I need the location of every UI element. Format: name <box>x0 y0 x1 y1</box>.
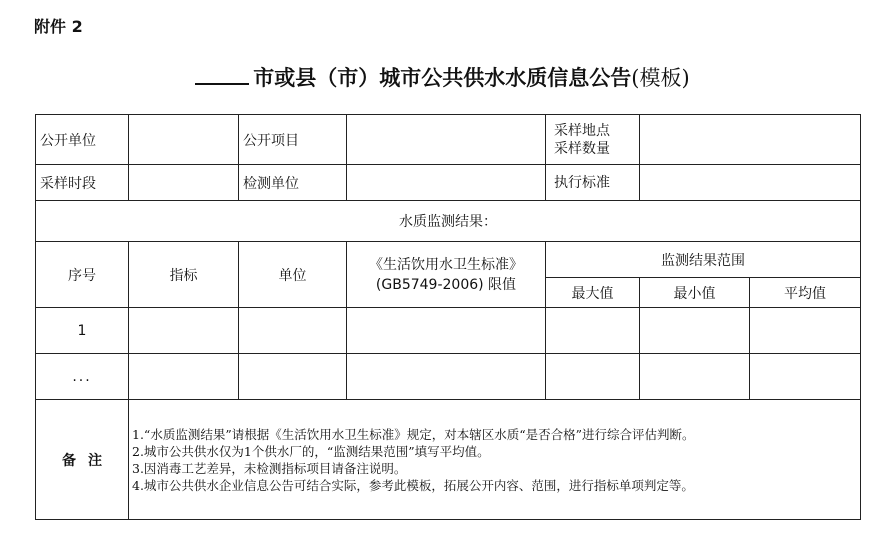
col-indicator-header: 指标 <box>129 242 239 308</box>
col-standard-line2: (GB5749-2006) 限值 <box>375 276 517 293</box>
row-unit-field[interactable] <box>239 308 347 354</box>
row-indicator-field[interactable] <box>129 354 239 400</box>
remarks-row <box>36 400 861 520</box>
form-row-sampling <box>36 165 861 201</box>
row-max-field[interactable] <box>546 308 640 354</box>
col-avg-header: 平均值 <box>750 278 861 308</box>
col-standard-line1: 《生活饮用水卫生标准》 <box>369 256 523 273</box>
column-header-row-1 <box>36 242 861 278</box>
remark-note-1: 1.“水质监测结果”请根据《生活饮用水卫生标准》规定，对本辖区水质“是否合格”进行综合评估判断。 <box>132 426 695 442</box>
remark-note-2: 2.城市公共供水仅为1个供水厂的，“监测结果范围”填写平均值。 <box>132 443 490 459</box>
results-heading-row <box>36 201 861 242</box>
disclosure-unit-field[interactable] <box>129 115 239 165</box>
row-serial: 1 <box>36 308 129 354</box>
sampling-period-field[interactable] <box>129 165 239 201</box>
testing-unit-field[interactable] <box>347 165 546 201</box>
standard-field[interactable] <box>640 165 861 201</box>
remark-note-4: 4.城市公共供水企业信息公告可结合实际，参考此模板，拓展公开内容、范围，进行指标单项判定等。 <box>132 477 694 493</box>
row-serial-ellipsis: ... <box>36 354 129 400</box>
col-min-header: 最小值 <box>640 278 750 308</box>
sampling-site-label: 采样地点 <box>554 122 610 139</box>
row-min-field[interactable] <box>640 308 750 354</box>
attachment-label: 附件 2 <box>34 17 83 36</box>
remark-note-3: 3.因消毒工艺差异，未检测指标项目请备注说明。 <box>132 460 407 476</box>
row-avg-field[interactable] <box>750 308 861 354</box>
testing-unit-label: 检测单位 <box>239 165 347 201</box>
row-standard-field[interactable] <box>347 308 546 354</box>
col-max-header: 最大值 <box>546 278 640 308</box>
row-standard-field[interactable] <box>347 354 546 400</box>
sampling-period-label: 采样时段 <box>36 165 129 201</box>
col-serial-header: 序号 <box>36 242 129 308</box>
table-row <box>36 354 861 400</box>
row-min-field[interactable] <box>640 354 750 400</box>
page-title <box>0 62 885 92</box>
col-unit-header: 单位 <box>239 242 347 308</box>
disclosure-item-label: 公开项目 <box>239 115 347 165</box>
row-max-field[interactable] <box>546 354 640 400</box>
row-unit-field[interactable] <box>239 354 347 400</box>
standard-label: 执行标准 <box>546 165 640 201</box>
table-row <box>36 308 861 354</box>
col-standard-header <box>347 242 546 308</box>
disclosure-unit-label: 公开单位 <box>36 115 129 165</box>
remarks-notes <box>129 400 861 520</box>
col-range-header: 监测结果范围 <box>546 242 861 278</box>
title-main: 市或县（市）城市公共供水水质信息公告 <box>253 65 632 90</box>
sampling-count-label: 采样数量 <box>554 140 610 157</box>
title-blank-line[interactable] <box>195 82 249 85</box>
disclosure-item-field[interactable] <box>347 115 546 165</box>
water-quality-form <box>35 114 861 520</box>
form-row-disclosure <box>36 115 861 165</box>
title-suffix: (模板) <box>631 66 690 90</box>
remarks-label: 备注 <box>36 400 129 520</box>
row-indicator-field[interactable] <box>129 308 239 354</box>
sampling-site-count-field[interactable] <box>640 115 861 165</box>
row-avg-field[interactable] <box>750 354 861 400</box>
results-heading: 水质监测结果： <box>36 201 861 242</box>
sampling-site-count-label <box>546 115 640 165</box>
